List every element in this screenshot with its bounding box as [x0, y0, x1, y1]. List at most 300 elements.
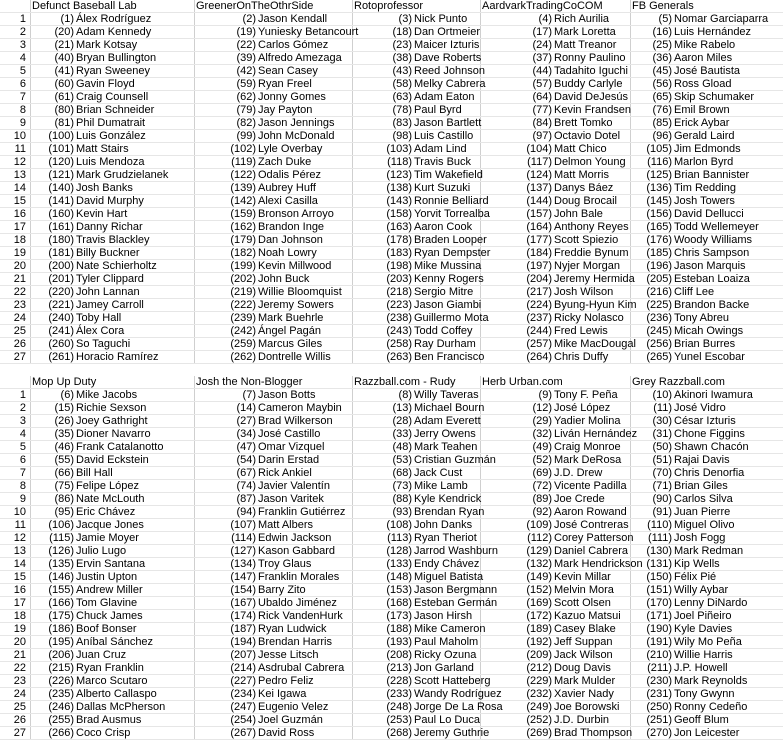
pick-number[interactable]: (171): [646, 610, 672, 622]
pick-number[interactable]: (195): [48, 636, 74, 648]
pick-number[interactable]: (170): [646, 597, 672, 609]
pick-number[interactable]: (213): [386, 662, 412, 674]
pick-number[interactable]: (139): [230, 182, 256, 194]
pick-number[interactable]: (37): [532, 52, 552, 64]
player-name[interactable]: Dave Roberts: [414, 52, 482, 64]
player-name[interactable]: Mark Hendrickson: [554, 558, 643, 570]
team-header[interactable]: Defunct Baseball Lab: [32, 0, 137, 12]
pick-number[interactable]: (72): [532, 480, 552, 492]
pick-number[interactable]: (179): [230, 234, 256, 246]
player-name[interactable]: Dan Johnson: [258, 234, 323, 246]
pick-number[interactable]: (174): [230, 610, 256, 622]
pick-number[interactable]: (198): [386, 260, 412, 272]
player-name[interactable]: Jason Hirsh: [414, 610, 473, 622]
pick-number[interactable]: (79): [236, 104, 256, 116]
player-name[interactable]: Aníbal Sánchez: [76, 636, 154, 648]
player-name[interactable]: Juan Pierre: [674, 506, 731, 518]
pick-number[interactable]: (84): [532, 117, 552, 129]
player-name[interactable]: J.P. Howell: [674, 662, 728, 674]
pick-number[interactable]: (197): [526, 260, 552, 272]
team-header[interactable]: AardvarkTradingCoCOM: [482, 0, 603, 12]
player-name[interactable]: Mark Mulder: [554, 675, 616, 687]
pick-number[interactable]: (218): [386, 286, 412, 298]
player-name[interactable]: Yadier Molina: [554, 415, 621, 427]
pick-number[interactable]: (182): [230, 247, 256, 259]
player-name[interactable]: Jason Bergmann: [414, 584, 498, 596]
player-name[interactable]: Jeff Suppan: [554, 636, 613, 648]
pick-number[interactable]: (150): [646, 571, 672, 583]
player-name[interactable]: Brian Bannister: [674, 169, 750, 181]
pick-number[interactable]: (146): [48, 571, 74, 583]
player-name[interactable]: Todd Wellemeyer: [674, 221, 759, 233]
player-name[interactable]: Doug Davis: [554, 662, 611, 674]
player-name[interactable]: Brendan Harris: [258, 636, 332, 648]
pick-number[interactable]: (20): [54, 26, 74, 38]
pick-number[interactable]: (243): [386, 325, 412, 337]
pick-number[interactable]: (162): [230, 221, 256, 233]
player-name[interactable]: Matt Treanor: [554, 39, 617, 51]
pick-number[interactable]: (11): [653, 402, 672, 414]
player-name[interactable]: Josh Banks: [76, 182, 133, 194]
pick-number[interactable]: (2): [242, 13, 256, 25]
player-name[interactable]: Willie Harris: [674, 649, 733, 661]
player-name[interactable]: Travis Buck: [414, 156, 472, 168]
player-name[interactable]: Endy Chávez: [414, 558, 480, 570]
pick-number[interactable]: (263): [386, 351, 412, 363]
pick-number[interactable]: (117): [527, 156, 552, 168]
player-name[interactable]: Ronny Cedeño: [674, 701, 748, 713]
player-name[interactable]: Aubrey Huff: [258, 182, 316, 194]
player-name[interactable]: Tim Wakefield: [414, 169, 483, 181]
player-name[interactable]: Matt Stairs: [76, 143, 129, 155]
pick-number[interactable]: (225): [646, 299, 672, 311]
pick-number[interactable]: (7): [242, 389, 256, 401]
player-name[interactable]: Jason Kendall: [258, 13, 328, 25]
pick-number[interactable]: (127): [230, 545, 256, 557]
pick-number[interactable]: (211): [647, 662, 672, 674]
player-name[interactable]: David Dellucci: [674, 208, 744, 220]
pick-number[interactable]: (145): [646, 195, 672, 207]
pick-number[interactable]: (111): [647, 532, 672, 544]
pick-number[interactable]: (45): [652, 65, 672, 77]
player-name[interactable]: Rick VandenHurk: [258, 610, 343, 622]
player-name[interactable]: Ryan Ludwick: [258, 623, 327, 635]
pick-number[interactable]: (269): [526, 727, 552, 739]
player-name[interactable]: Esteban Germán: [414, 597, 498, 609]
player-name[interactable]: Jay Payton: [258, 104, 313, 116]
pick-number[interactable]: (89): [532, 493, 552, 505]
player-name[interactable]: Barry Zito: [258, 584, 306, 596]
player-name[interactable]: Paul Byrd: [414, 104, 462, 116]
player-name[interactable]: José Bautista: [674, 65, 741, 77]
pick-number[interactable]: (187): [230, 623, 256, 635]
player-name[interactable]: Anthony Reyes: [554, 221, 629, 233]
player-name[interactable]: Tom Glavine: [76, 597, 138, 609]
team-header[interactable]: GreenerOnTheOthrSide: [196, 0, 314, 12]
player-name[interactable]: Ryan Dempster: [414, 247, 491, 259]
player-name[interactable]: Paul Lo Duca: [414, 714, 481, 726]
pick-number[interactable]: (30): [652, 415, 672, 427]
pick-number[interactable]: (188): [386, 623, 412, 635]
pick-number[interactable]: (114): [231, 532, 256, 544]
pick-number[interactable]: (88): [392, 493, 412, 505]
player-name[interactable]: Ángel Pagán: [258, 325, 321, 337]
pick-number[interactable]: (128): [386, 545, 412, 557]
pick-number[interactable]: (61): [54, 91, 74, 103]
player-name[interactable]: Matt Albers: [258, 519, 314, 531]
pick-number[interactable]: (85): [652, 117, 672, 129]
player-name[interactable]: Boof Bonser: [76, 623, 137, 635]
player-name[interactable]: José Vidro: [674, 402, 726, 414]
pick-number[interactable]: (241): [48, 325, 74, 337]
player-name[interactable]: Mike Cameron: [414, 623, 486, 635]
player-name[interactable]: Buddy Carlyle: [554, 78, 623, 90]
player-name[interactable]: Erick Aybar: [674, 117, 730, 129]
player-name[interactable]: Aaron Rowand: [554, 506, 627, 518]
player-name[interactable]: Dallas McPherson: [76, 701, 166, 713]
player-name[interactable]: Dontrelle Willis: [258, 351, 331, 363]
pick-number[interactable]: (118): [387, 156, 412, 168]
pick-number[interactable]: (137): [526, 182, 552, 194]
player-name[interactable]: Casey Blake: [554, 623, 616, 635]
pick-number[interactable]: (194): [230, 636, 256, 648]
pick-number[interactable]: (257): [526, 338, 552, 350]
player-name[interactable]: Álex Rodríguez: [76, 13, 152, 25]
player-name[interactable]: Joe Borowski: [554, 701, 620, 713]
pick-number[interactable]: (24): [532, 39, 552, 51]
player-name[interactable]: Kevin Hart: [76, 208, 128, 220]
player-name[interactable]: Josh Wilson: [554, 286, 614, 298]
player-name[interactable]: Brad Ausmus: [76, 714, 142, 726]
pick-number[interactable]: (80): [54, 104, 74, 116]
pick-number[interactable]: (93): [392, 506, 412, 518]
pick-number[interactable]: (153): [386, 584, 412, 596]
player-name[interactable]: John Danks: [414, 519, 473, 531]
player-name[interactable]: David Murphy: [76, 195, 144, 207]
player-name[interactable]: Adam Everett: [414, 415, 481, 427]
pick-number[interactable]: (101): [48, 143, 74, 155]
pick-number[interactable]: (191): [646, 636, 672, 648]
pick-number[interactable]: (106): [48, 519, 74, 531]
player-name[interactable]: Tony Gwynn: [674, 688, 735, 700]
player-name[interactable]: Corey Patterson: [554, 532, 634, 544]
player-name[interactable]: Fred Lewis: [554, 325, 608, 337]
team-header[interactable]: FB Generals: [632, 0, 694, 12]
player-name[interactable]: Danny Richar: [76, 221, 143, 233]
pick-number[interactable]: (6): [60, 389, 74, 401]
player-name[interactable]: José Contreras: [554, 519, 629, 531]
pick-number[interactable]: (136): [646, 182, 672, 194]
player-name[interactable]: Esteban Loaiza: [674, 273, 750, 285]
player-name[interactable]: Yuniesky Betancourt: [258, 26, 359, 38]
player-name[interactable]: Aaron Cook: [414, 221, 473, 233]
pick-number[interactable]: (134): [230, 558, 256, 570]
player-name[interactable]: Wily Mo Peña: [674, 636, 742, 648]
player-name[interactable]: Asdrubal Cabrera: [258, 662, 345, 674]
pick-number[interactable]: (184): [526, 247, 552, 259]
player-name[interactable]: Mike Mussina: [414, 260, 482, 272]
pick-number[interactable]: (253): [386, 714, 412, 726]
player-name[interactable]: Brett Tomko: [554, 117, 613, 129]
team-header[interactable]: Mop Up Duty: [32, 376, 97, 388]
player-name[interactable]: Woody Williams: [674, 234, 753, 246]
pick-number[interactable]: (67): [236, 467, 256, 479]
player-name[interactable]: Kevin Millar: [554, 571, 611, 583]
pick-number[interactable]: (266): [48, 727, 74, 739]
pick-number[interactable]: (169): [526, 597, 552, 609]
pick-number[interactable]: (242): [230, 325, 256, 337]
pick-number[interactable]: (44): [532, 65, 552, 77]
pick-number[interactable]: (230): [646, 675, 672, 687]
pick-number[interactable]: (92): [532, 506, 552, 518]
player-name[interactable]: Joey Gathright: [76, 415, 148, 427]
pick-number[interactable]: (83): [392, 117, 412, 129]
player-name[interactable]: Miguel Olivo: [674, 519, 735, 531]
pick-number[interactable]: (186): [48, 623, 74, 635]
player-name[interactable]: Jamey Carroll: [76, 299, 144, 311]
player-name[interactable]: Phil Dumatrait: [76, 117, 146, 129]
pick-number[interactable]: (107): [230, 519, 256, 531]
pick-number[interactable]: (36): [652, 52, 672, 64]
player-name[interactable]: Ryan Sweeney: [76, 65, 150, 77]
pick-number[interactable]: (151): [646, 584, 672, 596]
player-name[interactable]: Jason Varitek: [258, 493, 324, 505]
pick-number[interactable]: (46): [54, 441, 74, 453]
pick-number[interactable]: (196): [646, 260, 672, 272]
player-name[interactable]: Jack Wilson: [554, 649, 613, 661]
player-name[interactable]: Brendan Ryan: [414, 506, 485, 518]
player-name[interactable]: Carlos Gómez: [258, 39, 329, 51]
player-name[interactable]: Mark Teahen: [414, 441, 478, 453]
pick-number[interactable]: (245): [646, 325, 672, 337]
player-name[interactable]: Tim Redding: [674, 182, 736, 194]
team-header[interactable]: Josh the Non-Blogger: [196, 376, 303, 388]
player-name[interactable]: Jonny Gomes: [258, 91, 326, 103]
player-name[interactable]: Bill Hall: [76, 467, 113, 479]
pick-number[interactable]: (226): [48, 675, 74, 687]
pick-number[interactable]: (178): [386, 234, 412, 246]
player-name[interactable]: Chone Figgins: [674, 428, 745, 440]
player-name[interactable]: Josh Fogg: [674, 532, 726, 544]
pick-number[interactable]: (63): [392, 91, 412, 103]
player-name[interactable]: David Eckstein: [76, 454, 149, 466]
pick-number[interactable]: (215): [48, 662, 74, 674]
player-name[interactable]: Ben Francisco: [414, 351, 485, 363]
pick-number[interactable]: (28): [392, 415, 412, 427]
player-name[interactable]: Josh Towers: [674, 195, 735, 207]
player-name[interactable]: Emil Brown: [674, 104, 730, 116]
pick-number[interactable]: (252): [526, 714, 552, 726]
pick-number[interactable]: (164): [526, 221, 552, 233]
player-name[interactable]: Alexi Casilla: [258, 195, 318, 207]
player-name[interactable]: Sean Casey: [258, 65, 318, 77]
player-name[interactable]: Kei Igawa: [258, 688, 307, 700]
player-name[interactable]: Dan Ortmeier: [414, 26, 481, 38]
pick-number[interactable]: (201): [48, 273, 74, 285]
pick-number[interactable]: (152): [526, 584, 552, 596]
pick-number[interactable]: (229): [526, 675, 552, 687]
pick-number[interactable]: (167): [230, 597, 256, 609]
player-name[interactable]: Ervin Santana: [76, 558, 146, 570]
player-name[interactable]: Geoff Blum: [674, 714, 729, 726]
player-name[interactable]: Scott Spiezio: [554, 234, 619, 246]
pick-number[interactable]: (17): [532, 26, 552, 38]
player-name[interactable]: Ryan Freel: [258, 78, 312, 90]
pick-number[interactable]: (23): [392, 39, 412, 51]
pick-number[interactable]: (113): [387, 532, 412, 544]
player-name[interactable]: Franklin Gutiérrez: [258, 506, 346, 518]
player-name[interactable]: Craig Counsell: [76, 91, 149, 103]
pick-number[interactable]: (254): [230, 714, 256, 726]
pick-number[interactable]: (159): [230, 208, 256, 220]
player-name[interactable]: Skip Schumaker: [674, 91, 755, 103]
pick-number[interactable]: (181): [48, 247, 74, 259]
player-name[interactable]: Miguel Batista: [414, 571, 484, 583]
player-name[interactable]: Félix Pié: [674, 571, 717, 583]
pick-number[interactable]: (250): [646, 701, 672, 713]
pick-number[interactable]: (62): [236, 91, 256, 103]
pick-number[interactable]: (43): [392, 65, 412, 77]
player-name[interactable]: Kyle Davies: [674, 623, 733, 635]
pick-number[interactable]: (19): [236, 26, 256, 38]
player-name[interactable]: John McDonald: [258, 130, 335, 142]
pick-number[interactable]: (76): [652, 104, 672, 116]
player-name[interactable]: Joel Piñeiro: [674, 610, 732, 622]
pick-number[interactable]: (202): [230, 273, 256, 285]
player-name[interactable]: Marcus Giles: [258, 338, 323, 350]
pick-number[interactable]: (172): [526, 610, 552, 622]
player-name[interactable]: Jon Leicester: [674, 727, 740, 739]
player-name[interactable]: Jacque Jones: [76, 519, 144, 531]
pick-number[interactable]: (268): [386, 727, 412, 739]
pick-number[interactable]: (248): [386, 701, 412, 713]
pick-number[interactable]: (104): [526, 143, 552, 155]
pick-number[interactable]: (70): [652, 467, 672, 479]
pick-number[interactable]: (185): [646, 247, 672, 259]
team-header[interactable]: Rotoprofessor: [354, 0, 424, 12]
pick-number[interactable]: (115): [49, 532, 74, 544]
player-name[interactable]: Zach Duke: [258, 156, 312, 168]
pick-number[interactable]: (205): [646, 273, 672, 285]
player-name[interactable]: Adam Kennedy: [76, 26, 152, 38]
pick-number[interactable]: (98): [392, 130, 412, 142]
pick-number[interactable]: (177): [526, 234, 552, 246]
player-name[interactable]: Pedro Feliz: [258, 675, 314, 687]
pick-number[interactable]: (109): [526, 519, 552, 531]
pick-number[interactable]: (5): [658, 13, 672, 25]
player-name[interactable]: Alberto Callaspo: [76, 688, 157, 700]
pick-number[interactable]: (267): [230, 727, 256, 739]
player-name[interactable]: Chris Sampson: [674, 247, 750, 259]
player-name[interactable]: Kevin Frandsen: [554, 104, 632, 116]
player-name[interactable]: David DeJesús: [554, 91, 628, 103]
player-name[interactable]: Mike Rabelo: [674, 39, 736, 51]
player-name[interactable]: Marlon Byrd: [674, 156, 734, 168]
pick-number[interactable]: (142): [230, 195, 256, 207]
pick-number[interactable]: (15): [54, 402, 74, 414]
pick-number[interactable]: (228): [386, 675, 412, 687]
pick-number[interactable]: (208): [386, 649, 412, 661]
player-name[interactable]: Mike Jacobs: [76, 389, 138, 401]
pick-number[interactable]: (94): [236, 506, 256, 518]
pick-number[interactable]: (132): [526, 558, 552, 570]
player-name[interactable]: Jason Botts: [258, 389, 316, 401]
player-name[interactable]: Tony Abreu: [674, 312, 730, 324]
player-name[interactable]: Brad Wilkerson: [258, 415, 333, 427]
pick-number[interactable]: (82): [236, 117, 256, 129]
pick-number[interactable]: (51): [652, 454, 672, 466]
pick-number[interactable]: (219): [230, 286, 256, 298]
pick-number[interactable]: (144): [526, 195, 552, 207]
pick-number[interactable]: (116): [647, 156, 672, 168]
pick-number[interactable]: (55): [54, 454, 74, 466]
player-name[interactable]: Luis González: [76, 130, 146, 142]
player-name[interactable]: Freddie Bynum: [554, 247, 629, 259]
pick-number[interactable]: (8): [398, 389, 412, 401]
player-name[interactable]: Chris Duffy: [554, 351, 609, 363]
player-name[interactable]: Matt Chico: [554, 143, 607, 155]
pick-number[interactable]: (57): [532, 78, 552, 90]
pick-number[interactable]: (87): [236, 493, 256, 505]
player-name[interactable]: Delmon Young: [554, 156, 626, 168]
pick-number[interactable]: (49): [532, 441, 552, 453]
player-name[interactable]: Guillermo Mota: [414, 312, 489, 324]
pick-number[interactable]: (235): [48, 688, 74, 700]
player-name[interactable]: Todd Coffey: [414, 325, 473, 337]
player-name[interactable]: Mark Redman: [674, 545, 744, 557]
pick-number[interactable]: (105): [646, 143, 672, 155]
player-name[interactable]: Frank Catalanotto: [76, 441, 164, 453]
pick-number[interactable]: (52): [532, 454, 552, 466]
pick-number[interactable]: (175): [48, 610, 74, 622]
player-name[interactable]: Noah Lowry: [258, 247, 317, 259]
pick-number[interactable]: (168): [386, 597, 412, 609]
pick-number[interactable]: (165): [646, 221, 672, 233]
player-name[interactable]: Ross Gload: [674, 78, 732, 90]
pick-number[interactable]: (135): [48, 558, 74, 570]
player-name[interactable]: Chris Denorfia: [674, 467, 745, 479]
player-name[interactable]: Joel Guzmán: [258, 714, 323, 726]
player-name[interactable]: Mark Reynolds: [674, 675, 748, 687]
pick-number[interactable]: (97): [532, 130, 552, 142]
pick-number[interactable]: (221): [48, 299, 74, 311]
pick-number[interactable]: (16): [652, 26, 672, 38]
player-name[interactable]: César Izturis: [674, 415, 736, 427]
player-name[interactable]: Alfredo Amezaga: [258, 52, 342, 64]
pick-number[interactable]: (209): [526, 649, 552, 661]
pick-number[interactable]: (130): [646, 545, 672, 557]
pick-number[interactable]: (138): [386, 182, 412, 194]
player-name[interactable]: Eugenio Velez: [258, 701, 329, 713]
player-name[interactable]: Cameron Maybin: [258, 402, 342, 414]
player-name[interactable]: Ryan Theriot: [414, 532, 477, 544]
pick-number[interactable]: (112): [527, 532, 552, 544]
pick-number[interactable]: (100): [48, 130, 74, 142]
player-name[interactable]: Travis Blackley: [76, 234, 150, 246]
player-name[interactable]: Edwin Jackson: [258, 532, 332, 544]
pick-number[interactable]: (246): [48, 701, 74, 713]
player-name[interactable]: Jim Edmonds: [674, 143, 741, 155]
pick-number[interactable]: (47): [236, 441, 256, 453]
pick-number[interactable]: (216): [646, 286, 672, 298]
player-name[interactable]: Kyle Kendrick: [414, 493, 482, 505]
pick-number[interactable]: (75): [54, 480, 74, 492]
player-name[interactable]: J.D. Durbin: [554, 714, 610, 726]
player-name[interactable]: Darin Erstad: [258, 454, 320, 466]
pick-number[interactable]: (203): [386, 273, 412, 285]
pick-number[interactable]: (133): [386, 558, 412, 570]
pick-number[interactable]: (68): [392, 467, 412, 479]
